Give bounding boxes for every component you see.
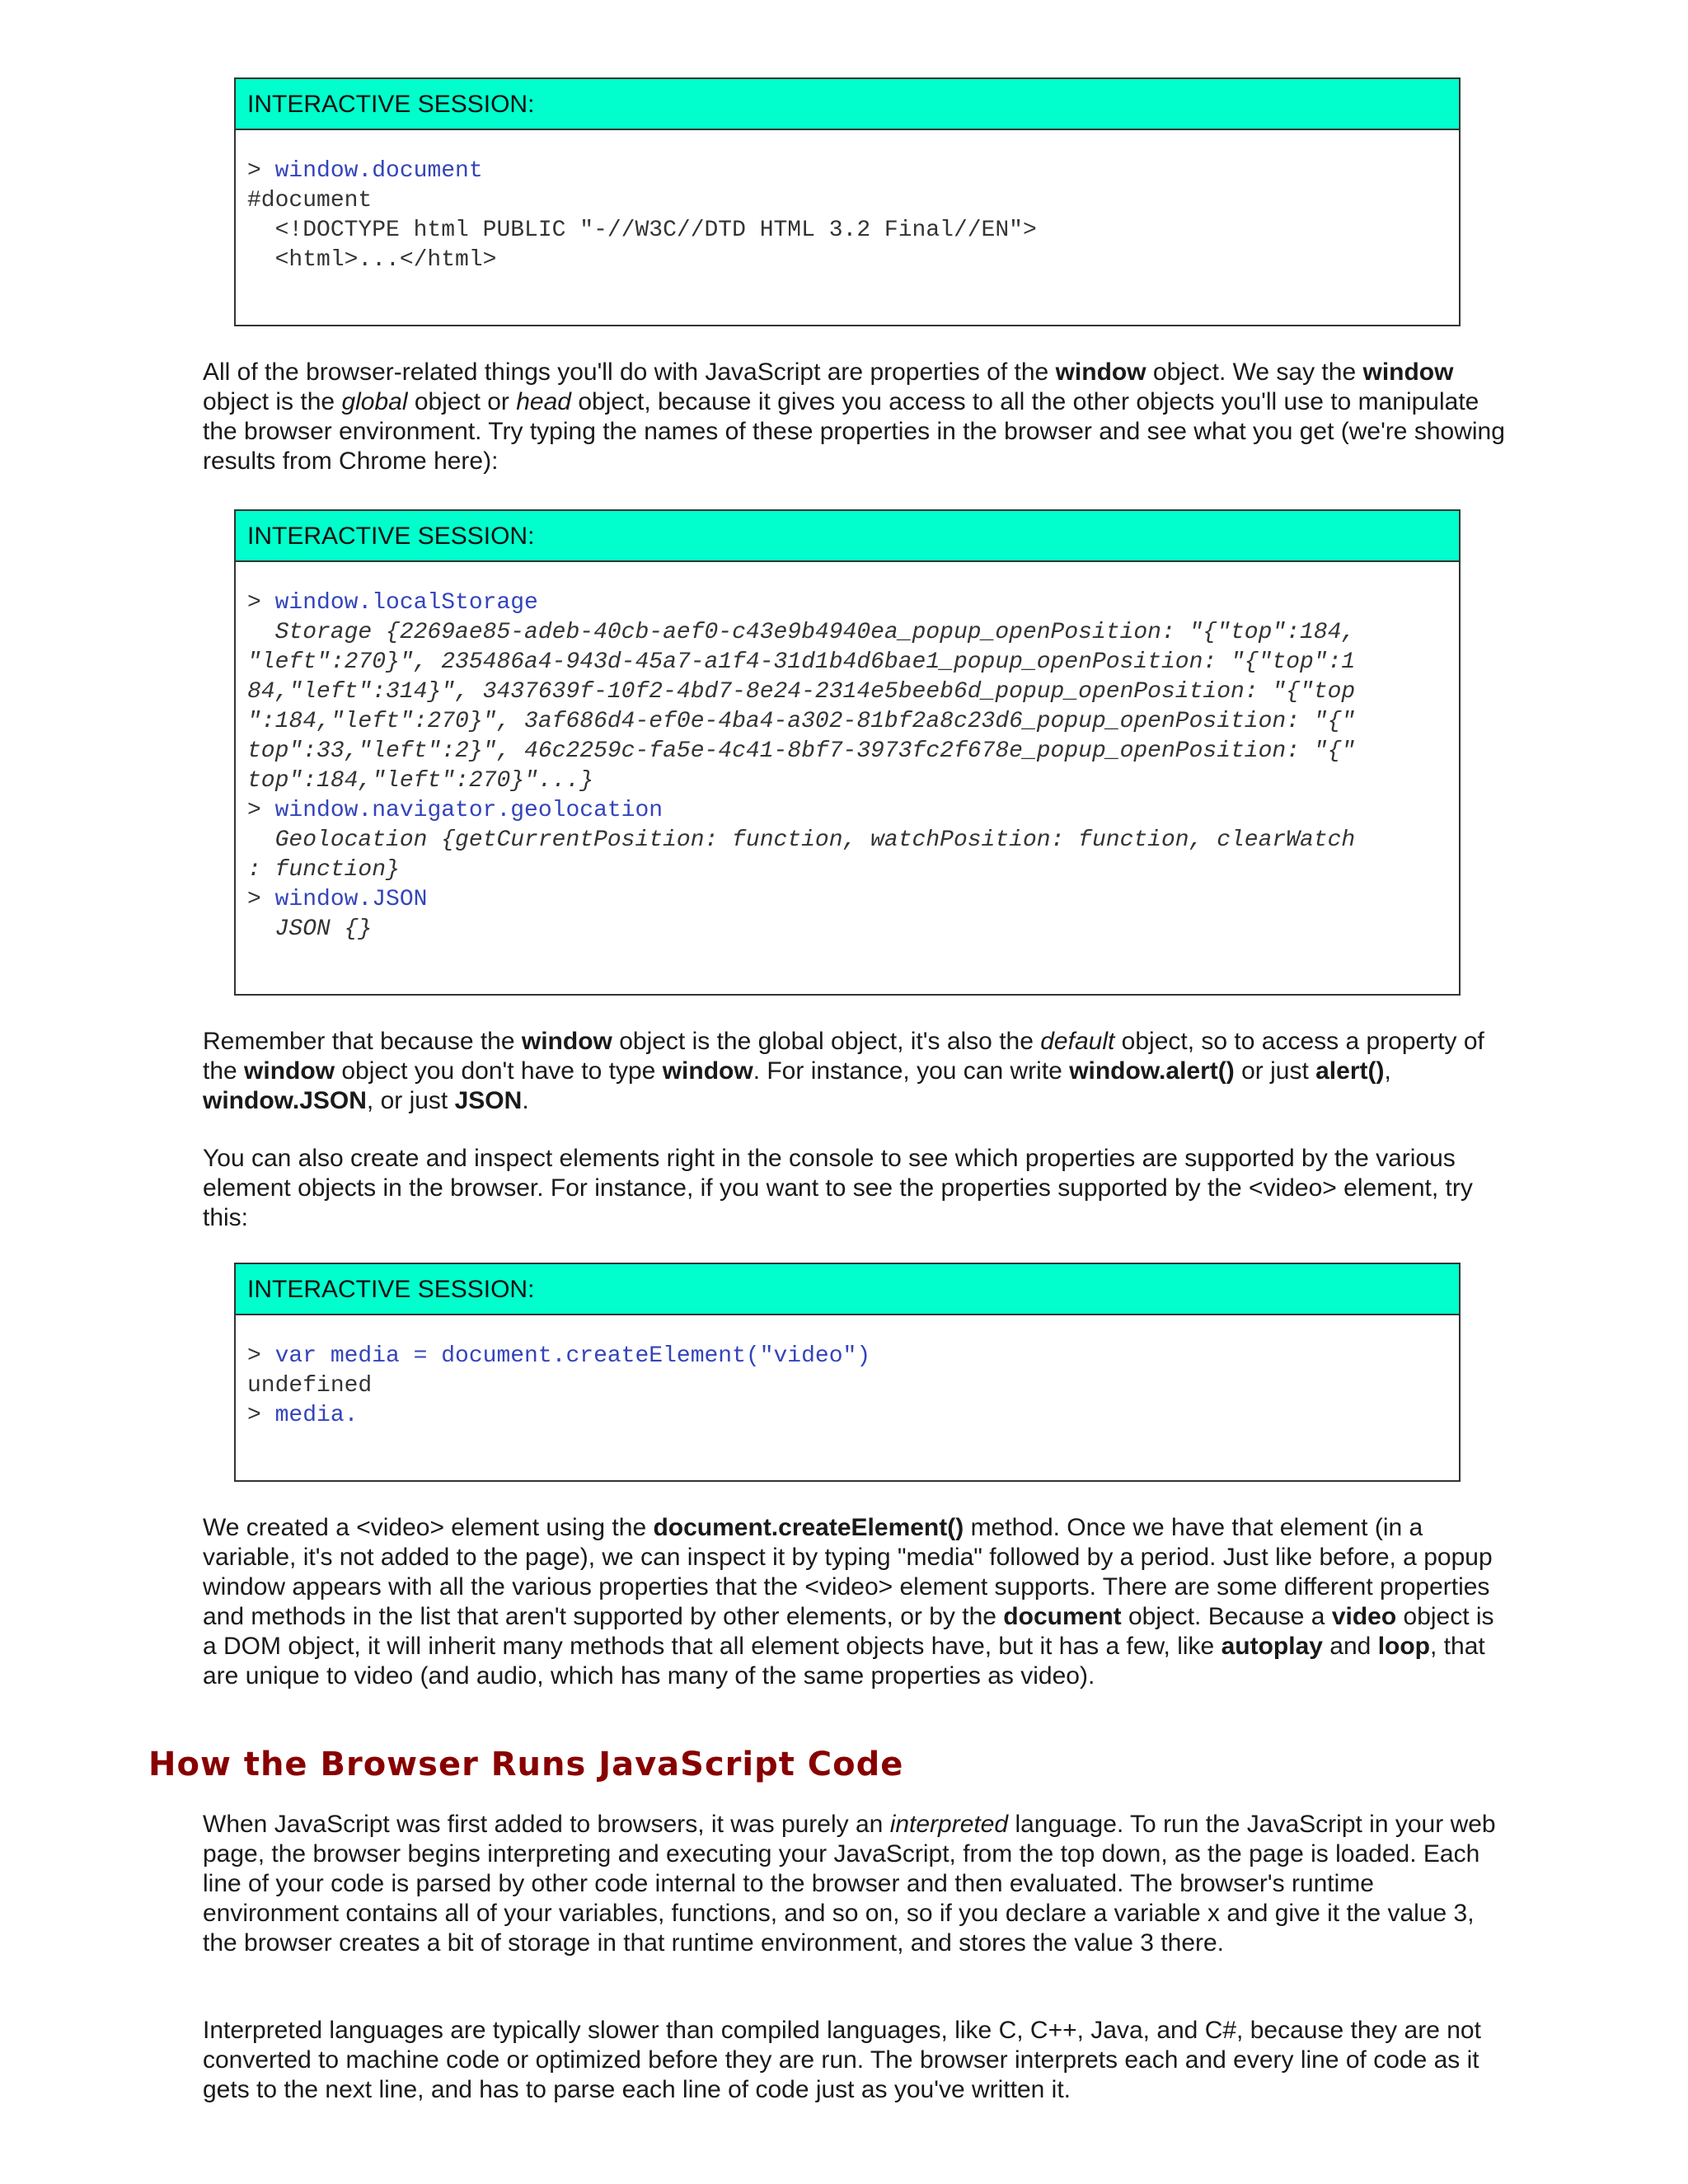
code-output: JSON {} <box>247 916 373 942</box>
section-heading: How the Browser Runs JavaScript Code <box>148 1746 904 1783</box>
interactive-session-1 <box>234 77 1461 326</box>
code-command: window.document <box>274 158 483 184</box>
paragraph: When JavaScript was first added to browsers, it was purely an interpreted language. To run the JavaScript in your web page, the browser begins interpreting and executing your JavaScript, from the top down, as the page is loaded. Each line of your code is parsed by other code internal to the browser and then evaluated. The browser's runtime environment contains all of your variables, functions, and so on, so if you declare a variable x and give it the value 3, the browser creates a bit of storage in that runtime environment, and stores the value 3 there. <box>203 1811 1496 1957</box>
code-output: top":33,"left":2}", 46c2259c-fa5e-4c41-8bf7-3973fc2f678e_popup_openPosition: "{" <box>247 738 1356 764</box>
paragraph: We created a <video> element using the document.createElement() method. Once we have that element (in a variable, it's not added to the page), we can inspect it by typing "media" followed by a period. Just like before, a popup window appears with all the various properties that the <video> element supports. There are some different properties and methods in the list that aren't supported by other elements, or by the document object. Because a video object is a DOM object, it will inherit many methods that all element objects have, but it has a few, like autoplay and loop, that are unique to video (and audio, which has many of the same properties as video). <box>203 1514 1494 1690</box>
code-output: ":184,"left":270}", 3af686d4-ef0e-4ba4-a302-81bf2a8c23d6_popup_openPosition: "{" <box>247 709 1356 734</box>
interactive-session-3 <box>234 1263 1461 1482</box>
session-header: INTERACTIVE SESSION: <box>236 511 1459 562</box>
code-output: top":184,"left":270}"...} <box>247 768 594 794</box>
code-command: var media = document.createElement("video") <box>274 1343 871 1369</box>
code-command: window.navigator.geolocation <box>274 798 663 823</box>
code-output: Geolocation {getCurrentPosition: function, watchPosition: function, clearWatch <box>247 827 1356 853</box>
code-output: 84,"left":314}", 3437639f-10f2-4bd7-8e24-2314e5beeb6d_popup_openPosition: "{"top <box>247 679 1356 705</box>
code-output: "left":270}", 235486a4-943d-45a7-a1f4-31d1b4d6bae1_popup_openPosition: "{"top":1 <box>247 649 1356 675</box>
code-output: <html>...</html> <box>247 247 497 273</box>
session-code: > var media = document.createElement("video") undefined > media. <box>236 1315 1459 1431</box>
session-code: > window.document #document <!DOCTYPE html PUBLIC "-//W3C//DTD HTML 3.2 Final//EN"> <html>...</html> <box>236 130 1459 275</box>
code-command: media. <box>274 1403 359 1428</box>
code-output: undefined <box>247 1373 373 1399</box>
paragraph: Remember that because the window object is the global object, it's also the default object, so to access a property of the window object you don't have to type window. For instance, you can write window.alert() or just alert(), window.JSON, or just JSON. <box>203 1028 1484 1114</box>
code-output: Storage {2269ae85-adeb-40cb-aef0-c43e9b4940ea_popup_openPosition: "{"top":184, <box>247 620 1356 645</box>
paragraph: Interpreted languages are typically slower than compiled languages, like C, C++, Java, and C#, because they are not converted to machine code or optimized before they are run. The browser interprets each and every line of code as it gets to the next line, and has to parse each line of code just as you've written it. <box>203 2017 1481 2103</box>
code-command: window.JSON <box>274 887 428 912</box>
code-output: #document <box>247 188 373 213</box>
session-code: > window.localStorage Storage {2269ae85-adeb-40cb-aef0-c43e9b4940ea_popup_openPosition: "{"top":184, "left":270}", 235486a4-943d-45a7-a1f4-31d1b4d6bae1_popup_openPosition: "{"top":1 84,"left":314}", 3437639f-10f2-4bd7-8e24-2314e5beeb6d_popup_openPosition: "{"top ":184,"left":270}", 3af686d4-ef0e-4ba4-a302-81bf2a8c23d6_popup_openPosition: "{" top":33,"left":2}", 46c2259c-fa5e-4c41-8bf7-3973fc2f678e_popup_openPosition: "{" top":184,"left":270}"...} > window.navigator.geolocation Geolocation {getCurrentPosition: function, watchPosition: function, clearWatch : function} > window.JSON JSON {} <box>236 562 1459 944</box>
paragraph: You can also create and inspect elements right in the console to see which properties are supported by the various element objects in the browser. For instance, if you want to see the properties supported by the <video> element, try this: <box>203 1145 1473 1231</box>
code-output: <!DOCTYPE html PUBLIC "-//W3C//DTD HTML 3.2 Final//EN"> <box>247 218 1037 243</box>
paragraph: All of the browser-related things you'll do with JavaScript are properties of the window object. We say the window object is the global object or head object, because it gives you access to all the other objects you'll use to manipulate the browser environment. Try typing the names of these properties in the browser and see what you get (we're showing results from Chrome here): <box>203 359 1505 475</box>
session-header: INTERACTIVE SESSION: <box>236 79 1459 130</box>
code-command: window.localStorage <box>274 590 538 616</box>
session-header: INTERACTIVE SESSION: <box>236 1264 1459 1315</box>
interactive-session-2 <box>234 509 1461 996</box>
code-output: : function} <box>247 857 400 883</box>
